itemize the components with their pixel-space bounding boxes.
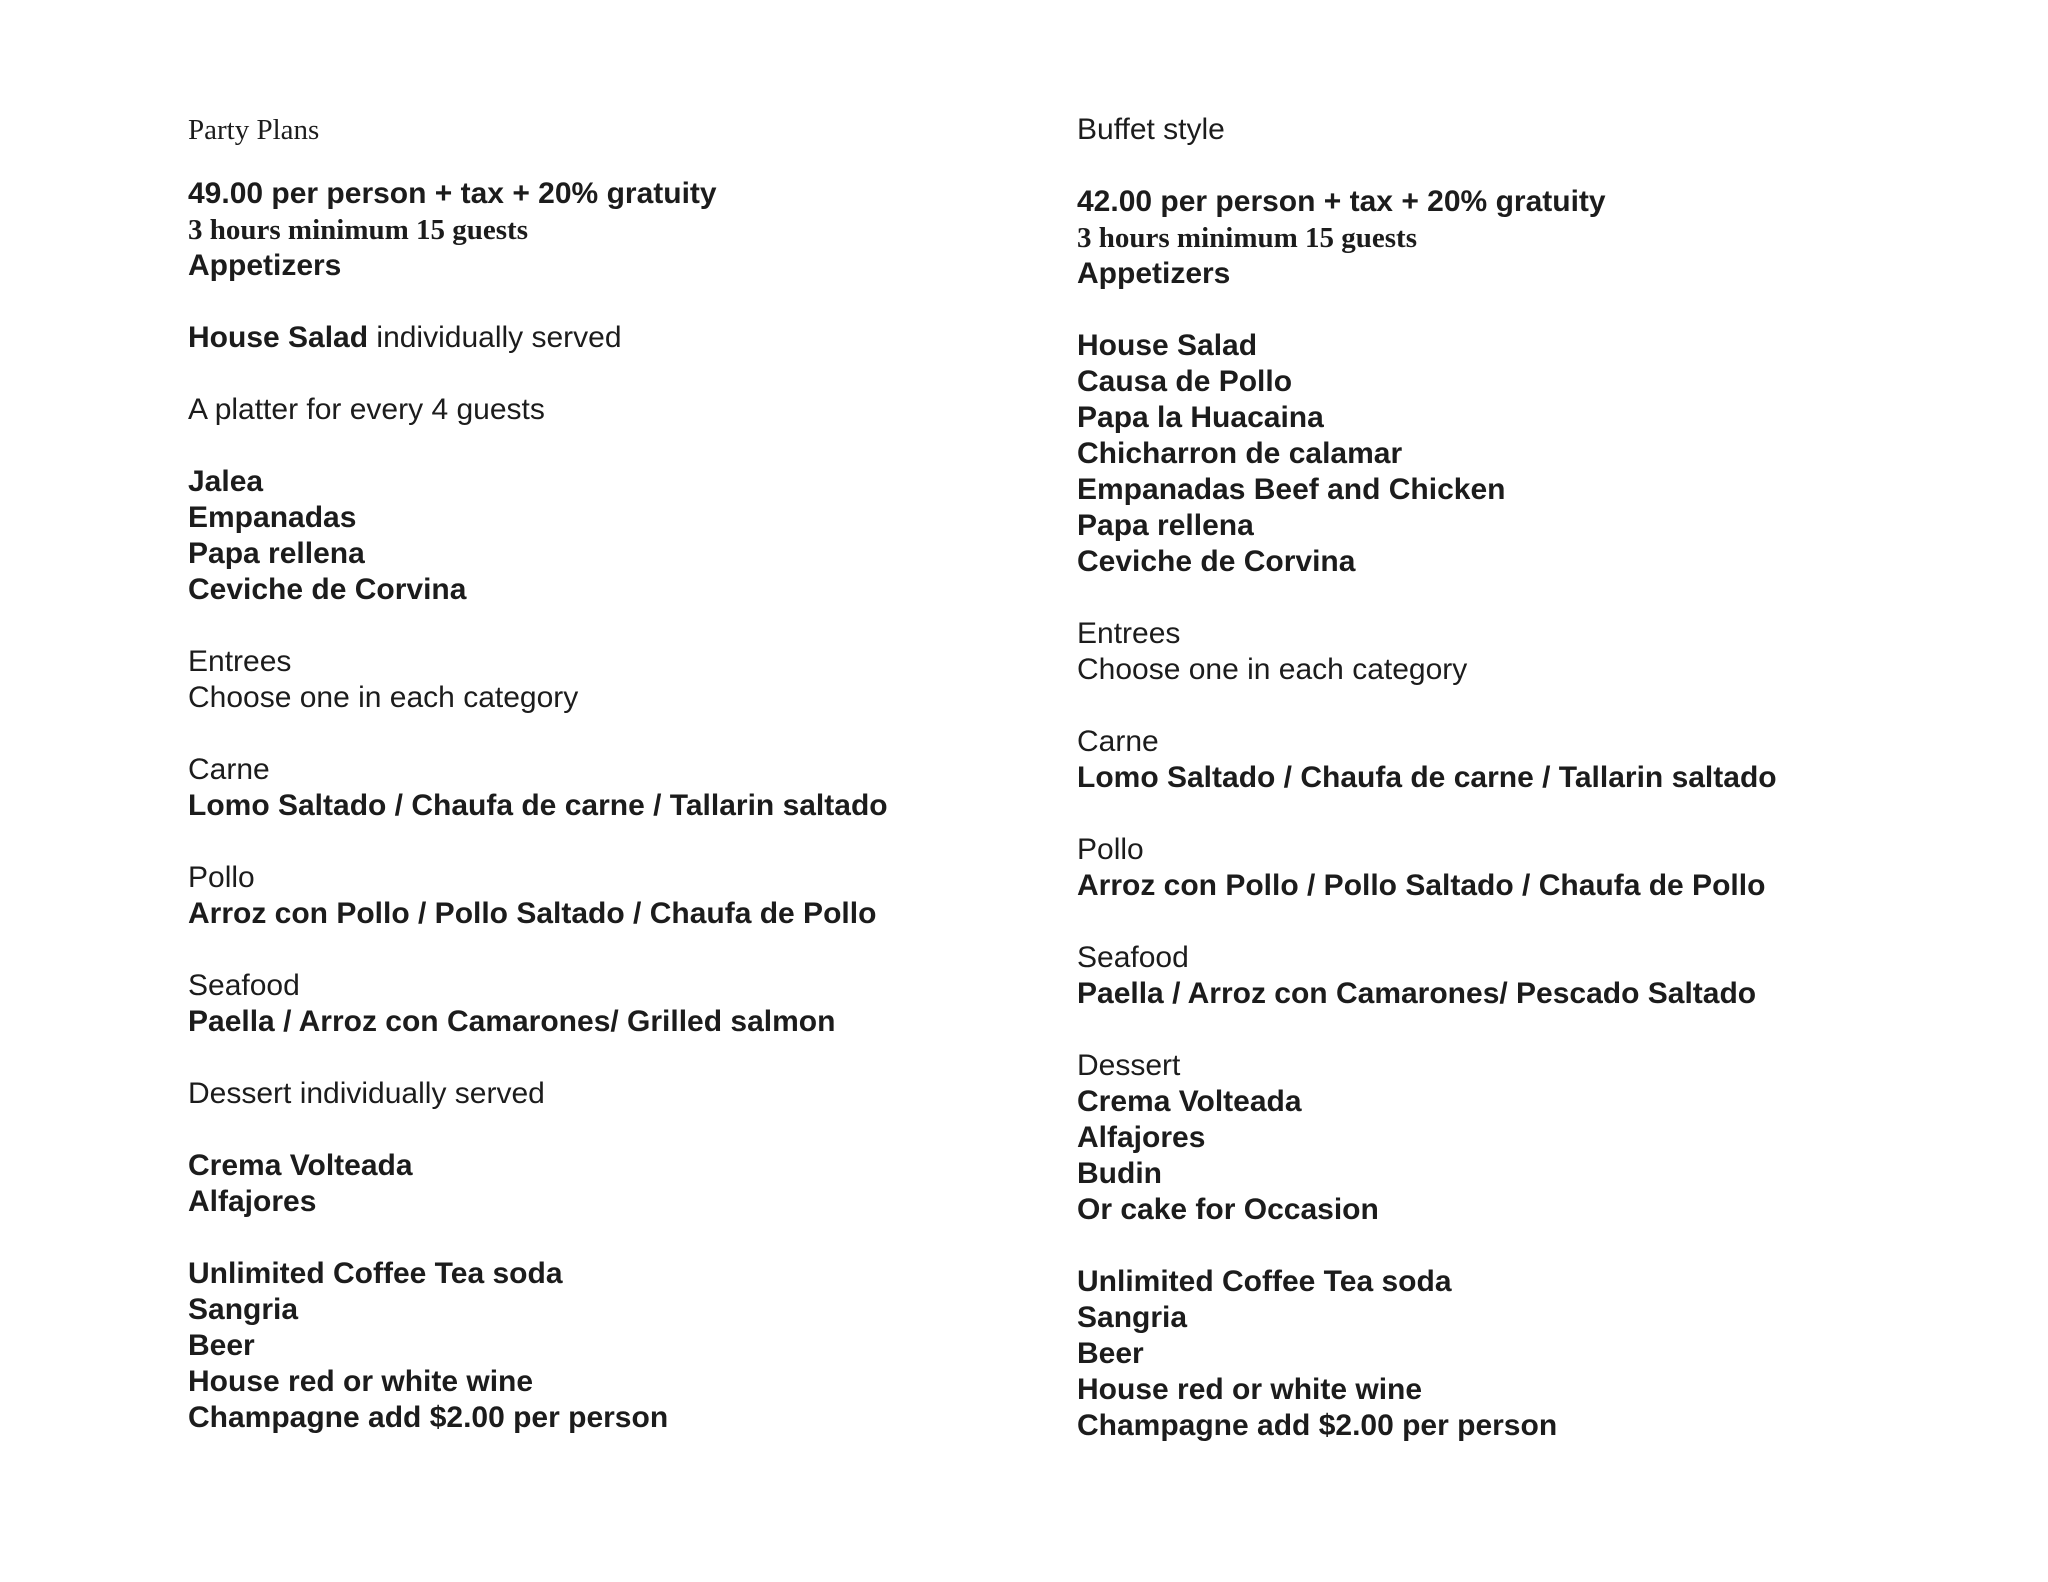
appetizers-heading: Appetizers [1077, 257, 1231, 290]
appetizer-item: Jalea [188, 465, 264, 498]
appetizers-heading: Appetizers [188, 249, 342, 282]
entrees-heading: Entrees [1077, 617, 1181, 650]
drink-item: House red or white wine [1077, 1373, 1423, 1406]
seafood-label: Seafood [188, 969, 300, 1002]
pollo-label: Pollo [1077, 833, 1144, 866]
drink-item: House red or white wine [188, 1365, 534, 1398]
dessert-item: Alfajores [188, 1185, 317, 1218]
appetizer-item: Papa rellena [188, 537, 365, 570]
seafood-items: Paella / Arroz con Camarones/ Pescado Saltado [1077, 977, 1757, 1010]
entrees-heading: Entrees [188, 645, 292, 678]
entrees-note: Choose one in each category [188, 681, 579, 714]
price-line: 49.00 per person + tax + 20% gratuity [188, 177, 717, 210]
house-salad-line [188, 320, 1068, 356]
appetizer-item: Papa rellena [1077, 509, 1254, 542]
drink-item: Sangria [188, 1293, 299, 1326]
appetizer-item: House Salad [1077, 329, 1258, 362]
party-plans-column [188, 112, 1068, 1436]
drink-item: Sangria [1077, 1301, 1188, 1334]
carne-label: Carne [1077, 725, 1159, 758]
platter-note: A platter for every 4 guests [188, 393, 545, 426]
minimum-line: 3 hours minimum 15 guests [1077, 222, 1417, 254]
drink-item: Unlimited Coffee Tea soda [188, 1257, 563, 1290]
entrees-note: Choose one in each category [1077, 653, 1468, 686]
buffet-style-column [1077, 112, 1957, 1444]
price-line: 42.00 per person + tax + 20% gratuity [1077, 185, 1606, 218]
carne-label: Carne [188, 753, 270, 786]
carne-items: Lomo Saltado / Chaufa de carne / Tallarin saltado [1077, 761, 1777, 794]
drink-item: Champagne add $2.00 per person [1077, 1409, 1558, 1442]
seafood-label: Seafood [1077, 941, 1189, 974]
house-salad-note: individually served [368, 321, 622, 354]
drink-item: Champagne add $2.00 per person [188, 1401, 669, 1434]
drink-item: Unlimited Coffee Tea soda [1077, 1265, 1452, 1298]
seafood-items: Paella / Arroz con Camarones/ Grilled salmon [188, 1005, 836, 1038]
appetizer-item: Causa de Pollo [1077, 365, 1293, 398]
section-title: Party Plans [188, 114, 320, 146]
appetizer-item: Chicharron de calamar [1077, 437, 1403, 470]
dessert-item: Budin [1077, 1157, 1162, 1190]
pollo-items: Arroz con Pollo / Pollo Saltado / Chaufa de Pollo [188, 897, 877, 930]
dessert-heading: Dessert [1077, 1049, 1181, 1082]
appetizer-item: Empanadas Beef and Chicken [1077, 473, 1506, 506]
dessert-heading: Dessert individually served [188, 1077, 545, 1110]
dessert-item: Alfajores [1077, 1121, 1206, 1154]
drink-item: Beer [1077, 1337, 1144, 1370]
appetizer-item: Ceviche de Corvina [188, 573, 467, 606]
minimum-line: 3 hours minimum 15 guests [188, 214, 528, 246]
appetizer-item: Empanadas [188, 501, 357, 534]
appetizer-item: Papa la Huacaina [1077, 401, 1324, 434]
dessert-item: Crema Volteada [188, 1149, 413, 1182]
pollo-label: Pollo [188, 861, 255, 894]
dessert-item: Or cake for Occasion [1077, 1193, 1379, 1226]
section-title: Buffet style [1077, 113, 1225, 146]
carne-items: Lomo Saltado / Chaufa de carne / Tallarin saltado [188, 789, 888, 822]
appetizer-item: Ceviche de Corvina [1077, 545, 1356, 578]
house-salad-name: House Salad [188, 321, 369, 354]
dessert-item: Crema Volteada [1077, 1085, 1302, 1118]
drink-item: Beer [188, 1329, 255, 1362]
pollo-items: Arroz con Pollo / Pollo Saltado / Chaufa de Pollo [1077, 869, 1766, 902]
